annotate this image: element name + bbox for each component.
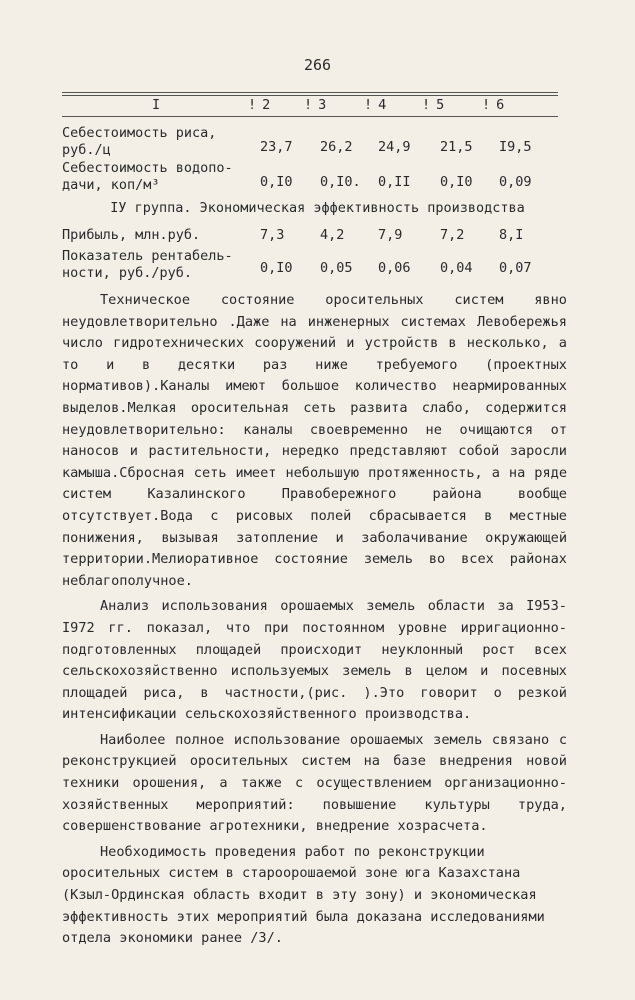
paragraph: Необходимость проведения работ по реконструкции оросительных систем в староорошаемой зоне юга Казахстана (Кзыл-Ординская область входит в эту зону) и экономическая эффективность этих мероприятий была доказана исследованиями отдела экономики ранее /3/. bbox=[62, 843, 545, 947]
header-col-2: ! 2 bbox=[248, 97, 271, 113]
group-title: IУ группа. Экономическая эффективность производства bbox=[110, 200, 525, 216]
cell: 26,2 bbox=[320, 139, 353, 155]
cell: I9,5 bbox=[499, 139, 532, 155]
row-label: Прибыль, млн.руб. bbox=[62, 227, 201, 243]
header-col-3: ! 3 bbox=[304, 97, 327, 113]
cell: 0,05 bbox=[320, 260, 353, 276]
cell: 7,2 bbox=[440, 227, 465, 243]
paragraph: Техническое состояние оросительных систем явно неудовлетворительно .Даже на инженерных системах Левобережья число гидротехнических сооружений и устройств в несколько, а то и в десятки раз ниже требуемого (проектных нормативов).Каналы имеют большое количество неармированных выделов.Мелкая оросительная сеть развита слабо, содержится неудовлетворительно: каналы своевременно не очищаются от наносов и растительности, нередко представляют собой заросли камыша.Сбросная сеть имеет небольшую протяженность, а на ряде систем Казалинского Правобережного района вообще отсутствует.Вода с рисовых полей сбрасывается в местные понижения, вызывая затопление и заболачивание окружающей территории.Мелиоративное состояние земель во всех районах неблагополучное. bbox=[62, 292, 567, 589]
cell: 0,I0 bbox=[440, 174, 473, 190]
row-label: Показатель рентабель- ности, руб./руб. bbox=[62, 248, 233, 281]
row-label: Себестоимость риса, руб./ц bbox=[62, 125, 217, 158]
cell: 0,04 bbox=[440, 260, 473, 276]
cell: 7,9 bbox=[378, 227, 403, 243]
cell: 23,7 bbox=[260, 139, 293, 155]
cell: 24,9 bbox=[378, 139, 411, 155]
header-col-1: I bbox=[152, 97, 161, 113]
table-header-rule bbox=[62, 116, 558, 117]
table-header bbox=[62, 97, 558, 115]
cell: 0,I0 bbox=[260, 260, 293, 276]
cell: 7,3 bbox=[260, 227, 285, 243]
header-col-6: ! 6 bbox=[482, 97, 505, 113]
cell: 0,06 bbox=[378, 260, 411, 276]
paragraph: Анализ использования орошаемых земель области за I953-I972 гг. показал, что при постоянном уровне ирригационно-подготовленных площадей происходит неуклонный рост всех сельскохозяйственно используемых земель в целом и посевных площадей риса, в частности,(рис. ).Это говорит о резкой интенсификации сельскохозяйственного производства. bbox=[62, 598, 567, 723]
cell: 0,09 bbox=[499, 174, 532, 190]
body-text bbox=[62, 290, 567, 954]
cell: 4,2 bbox=[320, 227, 345, 243]
cell: 8,I bbox=[499, 227, 524, 243]
table-top-rule bbox=[62, 92, 558, 93]
cell: 21,5 bbox=[440, 139, 473, 155]
table-top-rule-double bbox=[62, 95, 558, 96]
paragraph: Наиболее полное использование орошаемых земель связано с реконструкцией оросительных систем на базе внедрения новой техники орошения, а также с осуществлением организационно-хозяйственных мероприятий: повышение культуры труда, совершенствование агротехники, внедрение хозрасчета. bbox=[62, 731, 567, 835]
cell: 0,I0. bbox=[320, 174, 361, 190]
cell: 0,I0 bbox=[260, 174, 293, 190]
cell: 0,07 bbox=[499, 260, 532, 276]
page-number: 266 bbox=[303, 56, 332, 74]
header-col-4: ! 4 bbox=[364, 97, 387, 113]
header-col-5: ! 5 bbox=[422, 97, 445, 113]
row-label: Себестоимость водопо- дачи, коп/м³ bbox=[62, 160, 233, 193]
cell: 0,II bbox=[378, 174, 411, 190]
